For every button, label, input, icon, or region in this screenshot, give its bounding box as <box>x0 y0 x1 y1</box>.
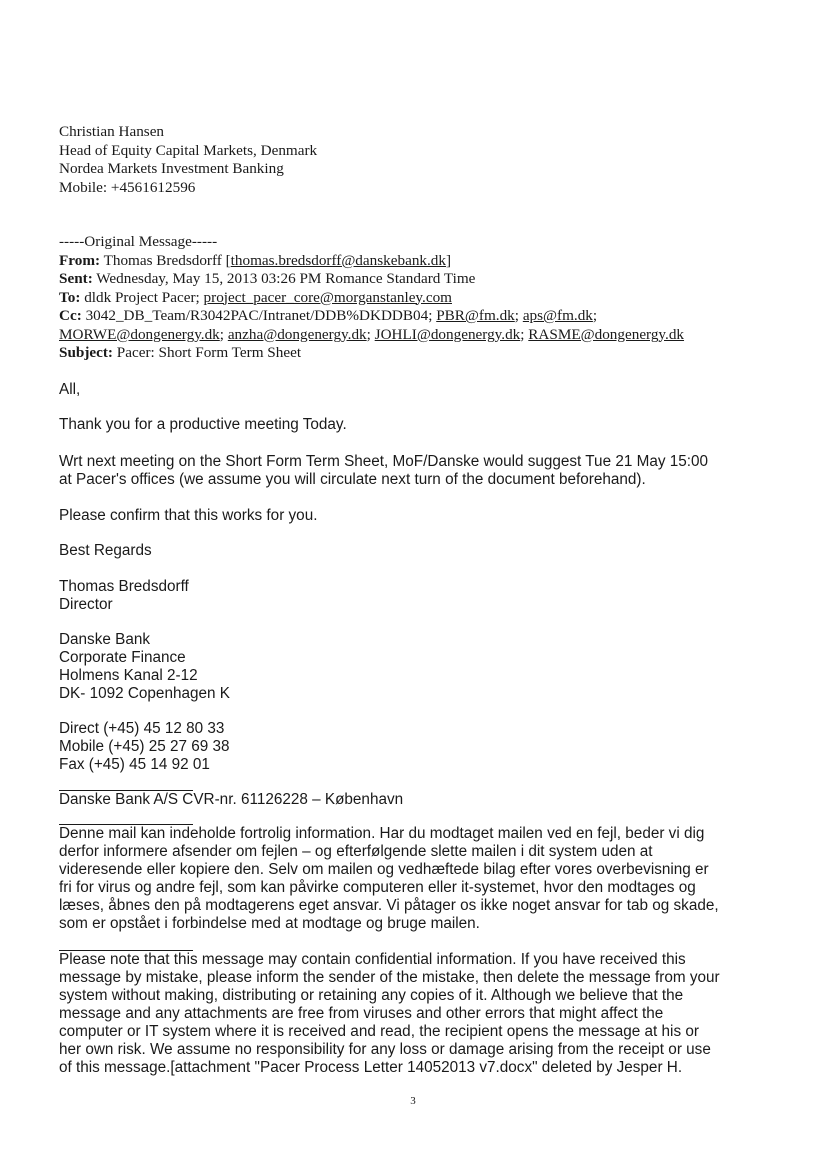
sender-address <box>59 631 779 703</box>
disclaimer-line: videresende eller kopiere den. Selv om mailen og vedhæftede bilag efter vores overbevisning er <box>59 861 709 878</box>
sender-mobile: Mobile (+45) 25 27 69 38 <box>59 738 230 755</box>
from-name: Thomas Bredsdorff [ <box>100 251 231 269</box>
to-label: To: <box>59 288 81 306</box>
subject-label: Subject: <box>59 344 113 361</box>
sender-name: Thomas Bredsdorff <box>59 578 189 595</box>
cc-email-link[interactable]: MORWE@dongenergy.dk <box>59 325 220 343</box>
cc-email-link[interactable]: RASME@dongenergy.dk <box>528 325 685 343</box>
sender-fax: Fax (+45) 45 14 92 01 <box>59 756 210 773</box>
sender-signature <box>59 578 779 614</box>
sent-label: Sent: <box>59 270 93 287</box>
sender-direct: Direct (+45) 45 12 80 33 <box>59 720 225 737</box>
body-paragraph-2-line: Wrt next meeting on the Short Form Term Sheet, MoF/Danske would suggest Tue 21 May 15:00 <box>59 453 709 470</box>
from-line <box>59 252 779 271</box>
original-message-divider: -----Original Message----- <box>59 233 218 250</box>
from-label: From: <box>59 251 101 269</box>
disclaimer-line: Denne mail kan indeholde fortrolig information. Har du modtaget mailen ved en fejl, beder vi dig <box>59 825 705 842</box>
original-message-header <box>59 233 779 363</box>
body-paragraph-2 <box>59 453 779 489</box>
cc-line-2: MORWE@dongenergy.dk; anzha@dongenergy.dk; JOHLI@dongenergy.dk; RASME@dongenergy.dk <box>59 325 685 343</box>
disclaimer-line: of this message.[attachment "Pacer Process Letter 14052013 v7.docx" deleted by Jesper H. <box>59 1059 683 1076</box>
disclaimer-line: læses, åbnes den på modtagerens eget ansvar. Vi påtager os ikke noget ansvar for tab og skade, <box>59 897 719 914</box>
subject-line <box>59 344 779 363</box>
disclaimer-line: som er opstået i forbindelse med at modtage og bruge mailen. <box>59 915 480 932</box>
body-greeting: All, <box>59 381 81 398</box>
page-number: 3 <box>410 1095 416 1107</box>
sender-city: DK- 1092 Copenhagen K <box>59 685 230 702</box>
body-paragraph-3: Please confirm that this works for you. <box>59 507 318 524</box>
sender-company: Danske Bank <box>59 631 150 648</box>
subject-value: Pacer: Short Form Term Sheet <box>113 344 302 361</box>
signature-company: Nordea Markets Investment Banking <box>59 160 284 177</box>
body-paragraph-2-line: at Pacer's offices (we assume you will circulate next turn of the document beforehand). <box>59 471 646 488</box>
disclaimer-line: system without making, distributing or retaining any copies of it. Although we believe that the <box>59 987 684 1004</box>
sender-dept: Corporate Finance <box>59 649 186 666</box>
disclaimer-line: message and any attachments are free from viruses and other errors that might affect the <box>59 1005 664 1022</box>
from-close: ] <box>446 251 452 269</box>
disclaimer-line: derfor informere afsender om fejlen – og efterfølgende slette mailen i dit system uden at <box>59 843 653 860</box>
cc-email-link[interactable]: aps@fm.dk <box>522 307 593 324</box>
body-closing: Best Regards <box>59 542 152 559</box>
sender-street: Holmens Kanal 2-12 <box>59 667 198 684</box>
body-paragraph-1: Thank you for a productive meeting Today. <box>59 416 347 433</box>
signature-mobile: Mobile: +4561612596 <box>59 178 196 196</box>
sender-title: Director <box>59 596 113 613</box>
cc-line-1: Cc: 3042_DB_Team/R3042PAC/Intranet/DDB%DKDDB04; PBR@fm.dk; aps@fm.dk; <box>59 307 598 324</box>
signature-title: Head of Equity Capital Markets, Denmark <box>59 141 318 159</box>
to-email-link[interactable]: project_pacer_core@morganstanley.com <box>203 288 452 306</box>
cc-email-link[interactable]: JOHLI@dongenergy.dk <box>374 325 521 343</box>
footer-cvr: Danske Bank A/S CVR-nr. 61126228 – København <box>59 791 404 808</box>
from-email-link[interactable]: thomas.bredsdorff@danskebank.dk <box>230 251 446 269</box>
signature-name: Christian Hansen <box>59 123 165 140</box>
to-value: dldk Project Pacer; <box>80 288 204 306</box>
disclaimer-line: message by mistake, please inform the sender of the mistake, then delete the message from your <box>59 969 720 986</box>
cc-email-link[interactable]: PBR@fm.dk <box>436 307 515 324</box>
english-disclaimer <box>59 951 779 1077</box>
cc-label: Cc: <box>59 307 82 324</box>
sender-phones <box>59 720 779 774</box>
danish-disclaimer <box>59 825 779 933</box>
disclaimer-line: her own risk. We assume no responsibility for any loss or damage arising from the receipt or use <box>59 1041 711 1058</box>
nordea-signature <box>59 123 779 197</box>
sent-value: Wednesday, May 15, 2013 03:26 PM Romance Standard Time <box>92 270 476 287</box>
disclaimer-line: computer or IT system where it is received and read, the recipient opens the message at his or <box>59 1023 699 1040</box>
disclaimer-line: Please note that this message may contain confidential information. If you have received this <box>59 951 686 968</box>
disclaimer-line: fri for virus og andre fejl, som kan påvirke computeren eller it-systemet, hvor den modtages og <box>59 879 696 896</box>
cc-email-link[interactable]: anzha@dongenergy.dk <box>227 325 367 343</box>
cc-value: 3042_DB_Team/R3042PAC/Intranet/DDB%DKDDB04; <box>81 307 437 324</box>
to-line <box>59 289 779 308</box>
sent-line <box>59 270 779 289</box>
